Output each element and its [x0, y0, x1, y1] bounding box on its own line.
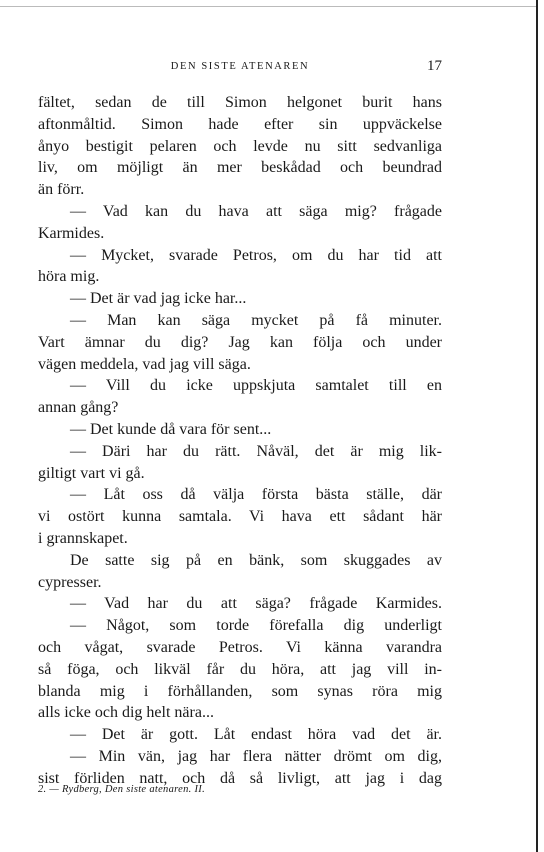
text-body: [38, 92, 442, 790]
text-line: höra mig.: [38, 268, 100, 286]
text-line: Karmides.: [38, 224, 105, 242]
text-line: blanda mig i förhållanden, som synas röra mig: [38, 682, 442, 700]
text-line: — Mycket, svarade Petros, om du har tid att: [70, 246, 442, 264]
page-right-edge: [536, 0, 538, 852]
text-line: i grannskapet.: [38, 529, 128, 547]
text-line: så föga, och likväl får du höra, att jag vill in-: [38, 660, 442, 678]
text-line: De satte sig på en bänk, som skuggades av: [70, 551, 442, 569]
text-line: alls icke och dig helt nära...: [38, 704, 214, 722]
text-line: Vart ämnar du dig? Jag kan följa och under: [38, 333, 442, 351]
text-line: — Det kunde då vara för sent...: [70, 420, 272, 438]
text-line: annan gång?: [38, 399, 119, 417]
text-line: — Låt oss då välja första bästa ställe, där: [70, 486, 442, 504]
text-line: — Vad har du att säga? frågade Karmides.: [70, 595, 442, 613]
text-line: giltigt vart vi gå.: [38, 464, 145, 482]
page-number: 17: [427, 58, 442, 74]
page-top-edge: [0, 6, 538, 7]
text-line: — Vad kan du hava att säga mig? frågade: [70, 202, 442, 220]
text-line: — Man kan säga mycket på få minuter.: [70, 311, 442, 329]
text-line: — Vill du icke uppskjuta samtalet till en: [70, 377, 442, 395]
text-line: — Det är gott. Låt endast höra vad det är.: [70, 726, 442, 744]
text-line: liv, om möjligt än mer beskådad och beundrad: [38, 159, 442, 177]
text-line: — Det är vad jag icke har...: [70, 290, 247, 308]
text-line: ånyo bestigit pelaren och levde nu sitt sedvanliga: [38, 137, 442, 155]
running-head: [38, 58, 442, 78]
text-line: sist förliden natt, och då så livligt, att jag i dag: [38, 769, 442, 787]
text-line: aftonmåltid. Simon hade efter sin uppväckelse: [38, 115, 442, 133]
text-line: vi ostört kunna samtala. Vi hava ett sådant här: [38, 508, 442, 526]
text-line: — Däri har du rätt. Nåväl, det är mig lik-: [70, 442, 442, 460]
footer-signature: 2. — Rydberg, Den siste atenaren. II.: [38, 784, 206, 795]
text-line: — Min vän, jag har flera nätter drömt om dig,: [70, 747, 442, 765]
running-title: DEN SISTE ATENAREN: [170, 61, 310, 72]
text-line: vägen meddela, vad jag vill säga.: [38, 355, 251, 373]
text-line: och vågat, svarade Petros. Vi känna varandra: [38, 638, 442, 656]
text-line: cypresser.: [38, 573, 102, 591]
text-line: fältet, sedan de till Simon helgonet burit hans: [38, 94, 442, 111]
text-line: — Något, som torde förefalla dig underligt: [70, 617, 442, 635]
text-line: än förr.: [38, 181, 85, 199]
